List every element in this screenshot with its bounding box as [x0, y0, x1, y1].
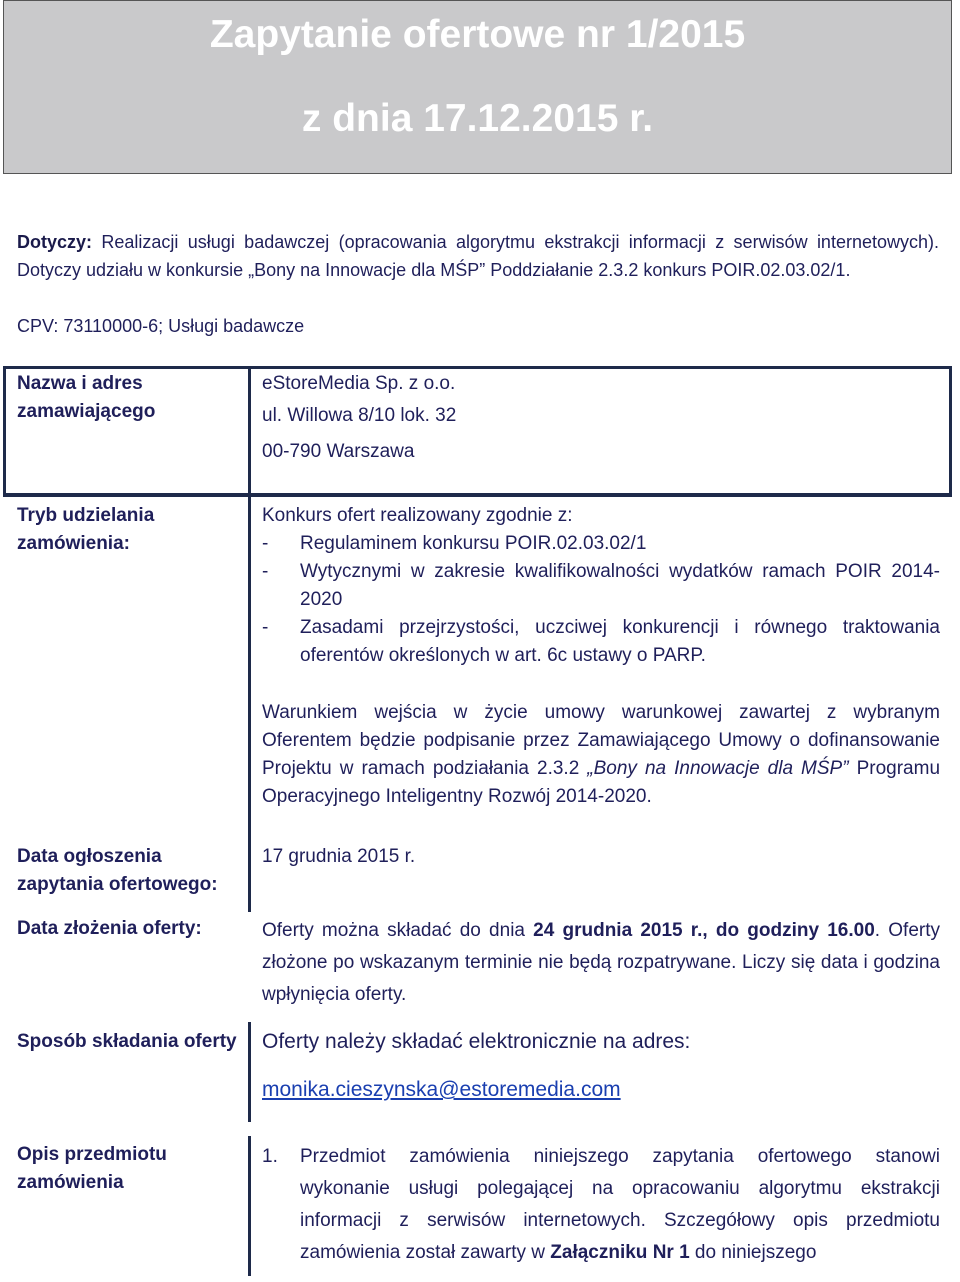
- list-number: 1.: [262, 1146, 278, 1167]
- label-zlozenie: Data złożenia oferty:: [17, 918, 202, 939]
- list-item: - Zasadami przejrzystości, uczciwej konkurencji i równego traktowania oferentów określonych w art. 6c ustawy o PARP.: [262, 617, 940, 666]
- table-divider: [3, 494, 952, 497]
- tryb-intro: Konkurs ofert realizowany zgodnie z:: [262, 505, 573, 526]
- list-item: - Wytycznymi w zakresie kwalifikowalności wydatków ramach POIR 2014-2020: [262, 561, 940, 610]
- cpv-code: CPV: 73110000-6; Usługi badawcze: [17, 316, 305, 336]
- company-name: eStoreMedia Sp. z o.o.: [262, 373, 456, 394]
- value-sposob: Oferty należy składać elektronicznie na adres:: [262, 1030, 691, 1053]
- table-divider: [248, 1136, 251, 1276]
- document-date: z dnia 17.12.2015 r.: [301, 97, 654, 140]
- value-zlozenie: Oferty można składać do dnia 24 grudnia 2015 r., do godziny 16.00. Oferty złożone po wskazanym terminie nie będą rozpatrywane. Liczy się data i godzina wpłynięcia oferty.: [262, 920, 940, 1005]
- dotyczy-label: Dotyczy:: [17, 232, 93, 252]
- email-link[interactable]: monika.cieszynska@estoremedia.com: [262, 1078, 621, 1101]
- company-city: 00-790 Warszawa: [262, 441, 415, 462]
- label-ogloszenie: Data ogłoszenia zapytania ofertowego:: [17, 846, 218, 895]
- warunek-paragraph: Warunkiem wejścia w życie umowy warunkowej zawartej z wybranym Oferentem będzie podpisanie przez Zamawiającego Umowy o dofinansowanie Projektu w ramach podziałania 2.3.2 „Bony na Innowacje dla MŚP” Programu Operacyjnego Inteligentny Rozwój 2014-2020.: [262, 702, 941, 807]
- label-zamawiajacy: Nazwa i adres zamawiającego: [17, 373, 156, 422]
- document-title: Zapytanie ofertowe nr 1/2015: [209, 13, 746, 56]
- email-container: [262, 1076, 940, 1105]
- dotyczy-text: Realizacji usługi badawczej (opracowania algorytmu ekstrakcji informacji z serwisów internetowych). Dotyczy udziału w konkursie „Bony na Innowacje dla MŚP” Poddziałanie 2.3.2 konkurs POIR.02.03.02/1.: [17, 232, 939, 280]
- label-tryb: Tryb udzielania zamówienia:: [17, 505, 155, 554]
- table-divider: [248, 496, 251, 912]
- intro-dotyczy: [17, 228, 939, 284]
- value-zamawiajacy: [262, 370, 940, 466]
- label-sposob: Sposób składania oferty: [17, 1031, 237, 1052]
- list-item: - Regulaminem konkursu POIR.02.03.02/1: [262, 533, 647, 554]
- value-opis: 1. Przedmiot zamówienia niniejszego zapytania ofertowego stanowi wykonanie usługi polegającej na opracowaniu algorytmu ekstrakcji informacji z serwisów internetowych. Szczegółowy opis przedmiotu zamówienia został zawarty w Załączniku Nr 1 do niniejszego: [262, 1141, 940, 1269]
- table-divider: [248, 1022, 251, 1122]
- table-divider: [248, 366, 251, 496]
- value-tryb: [262, 502, 940, 670]
- label-opis: Opis przedmiotu zamówienia: [17, 1144, 167, 1193]
- company-street: ul. Willowa 8/10 lok. 32: [262, 405, 457, 426]
- value-ogloszenie: 17 grudnia 2015 r.: [262, 846, 416, 867]
- header-banner: [3, 0, 952, 174]
